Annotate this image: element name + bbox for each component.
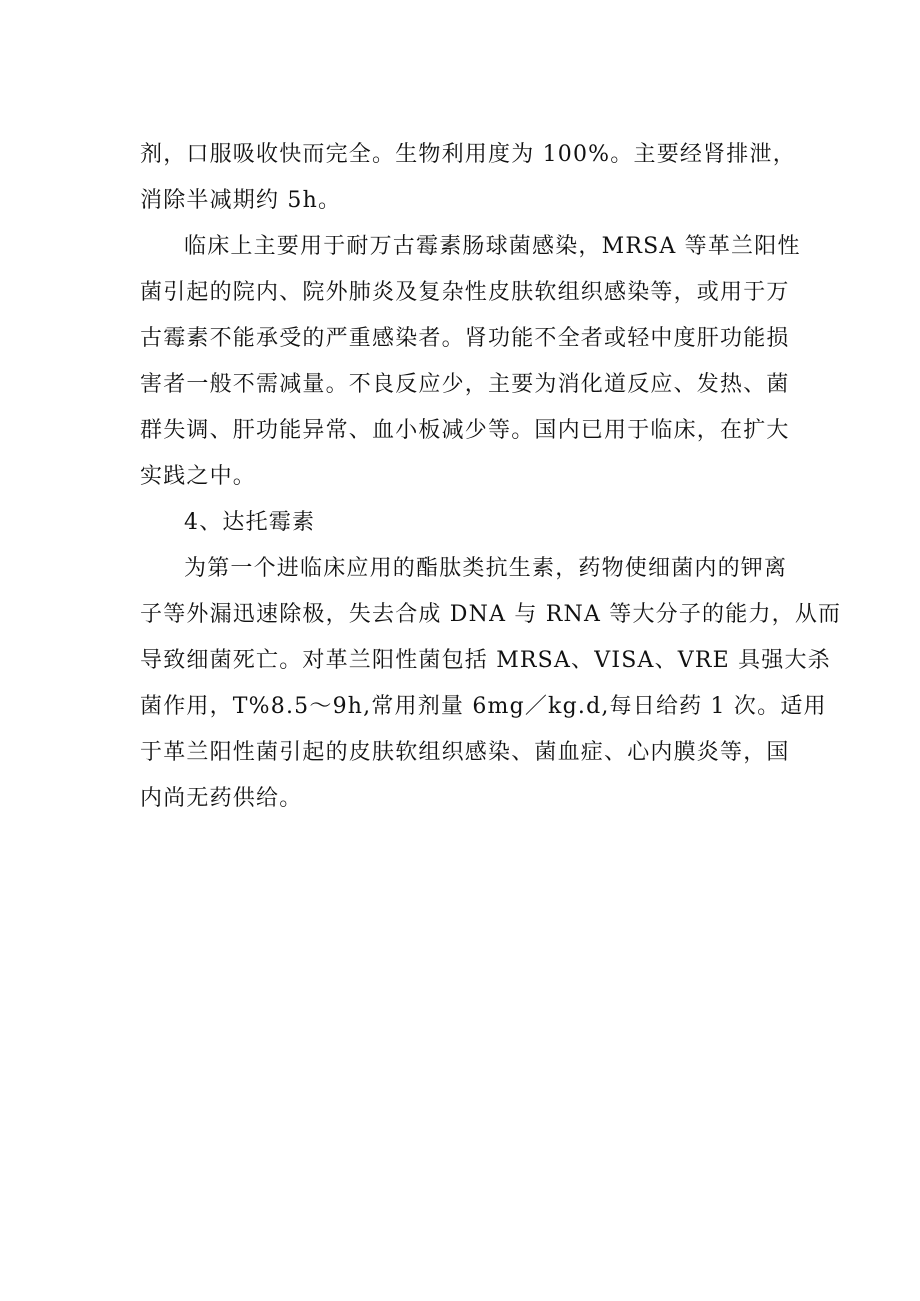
paragraph-clinical-use: [140, 224, 801, 500]
text-line: 临床上主要用于耐万古霉素肠球菌感染，MRSA 等革兰阳性: [184, 234, 801, 259]
text-line: 内尚无药供给。: [140, 786, 303, 811]
text-line: 剂，口服吸收快而完全。生物利用度为 100%。主要经肾排泄，: [140, 142, 796, 167]
text-line: 菌引起的院内、院外肺炎及复杂性皮肤软组织感染等，或用于万: [140, 280, 790, 305]
text-line: 导致细菌死亡。对革兰阳性菌包括 MRSA、VISA、VRE 具强大杀: [140, 648, 831, 673]
text-line: 群失调、肝功能异常、血小板减少等。国内已用于临床，在扩大: [140, 418, 790, 443]
text-line: 害者一般不需减量。不良反应少，主要为消化道反应、发热、菌: [140, 372, 790, 397]
section-heading: 4、达托霉素: [184, 510, 316, 535]
text-line: 实践之中。: [140, 464, 257, 489]
text-line: 为第一个进临床应用的酯肽类抗生素，药物使细菌内的钾离: [184, 556, 788, 581]
paragraph-daptomycin: [140, 546, 842, 822]
text-line: 古霉素不能承受的严重感染者。肾功能不全者或轻中度肝功能损: [140, 326, 790, 351]
text-line: 于革兰阳性菌引起的皮肤软组织感染、菌血症、心内膜炎等，国: [140, 740, 790, 765]
document-body: [140, 132, 842, 822]
text-line: 消除半减期约 5h。: [140, 188, 342, 213]
text-line: 子等外漏迅速除极，失去合成 DNA 与 RNA 等大分子的能力，从而: [140, 602, 842, 627]
paragraph-pharmacokinetics: [140, 132, 796, 224]
text-line: 菌作用，T%8.5～9h,常用剂量 6mg／kg.d,每日给药 1 次。适用: [140, 694, 827, 719]
section-heading-daptomycin: [140, 500, 785, 546]
